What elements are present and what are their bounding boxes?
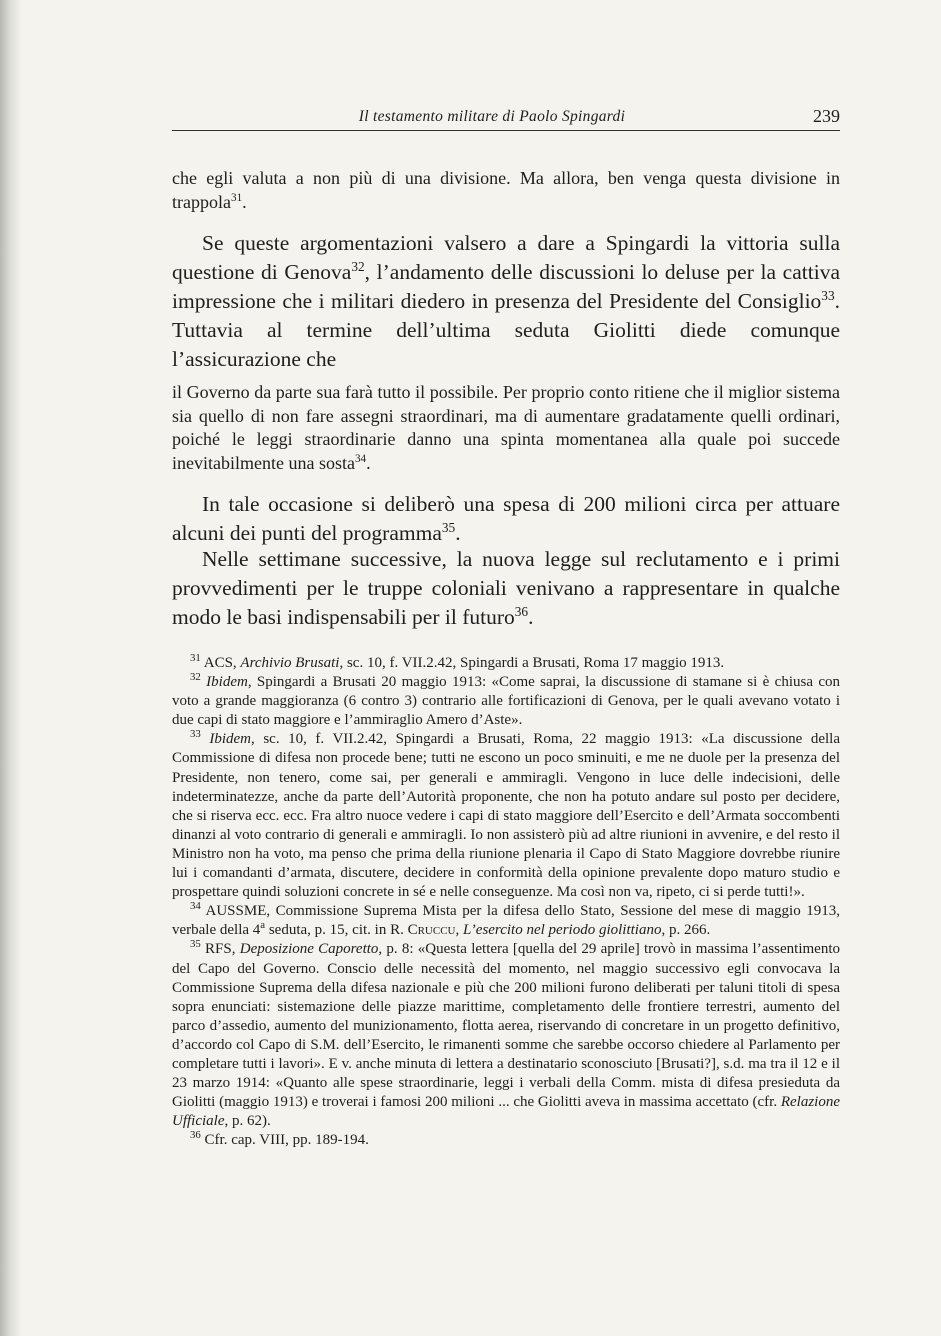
footnote-ref-32[interactable]: 32 <box>351 258 365 274</box>
footnote-ref-33[interactable]: 33 <box>821 287 835 303</box>
paragraph-genova: Se queste argomentazioni valsero a dare a Spingardi la vittoria sulla questione di Genova$^{32}$, l’andamento delle discussioni lo deluse per la cattiva impressione che i militari diedero in presenza del Presidente del Consiglio$^{33}$. Tuttavia al termine dell’ultima seduta Giolitti diede comunque l’assicurazione che <box>172 231 840 371</box>
footnote-36: $^{36}$ Cfr. cap. VIII, pp. 189-194. <box>190 1129 369 1149</box>
running-head <box>172 108 840 131</box>
footnote-ref-36[interactable]: 36 <box>514 603 529 619</box>
running-head-title: Il testamento militare di Paolo Spingardi <box>358 108 626 125</box>
footnote-ref-31[interactable]: 31 <box>230 192 243 204</box>
paragraph-continuation: che egli valuta a non più di una divisione. Ma allora, ben venga questa divisione in trappola$^{31}$. <box>172 168 840 212</box>
footnote-35: $^{35}$ RFS, Deposizione Caporetto, p. 8: «Questa lettera [quella del 29 aprile] trovò in massima l’assentimento del Capo del Governo. Conscio delle necessità del momento, nel maggio successivo egli convocava la Commissione Suprema della difesa nazionale e più che 200 milioni furono deliberati per taluni titoli di spesa sopra enunciati: sistemazione delle piazze marittime, completamento delle frontiere terrestri, aumento del parco d’assedio, aumento del munizionamento, flotta aerea, riservando di concretare in un progetto definitivo, d’accordo col Capo di S.M. dell’Esercito, le rimanenti somme che sarebbe occorso chiedere al Parlamento per completare tutti i lavori». E v. anche minuta di lettera a destinatario sconosciuto [Brusati?], s.d. ma tra il 12 e il 23 marzo 1914: «Quanto alle spese straordinarie, leggi i verbali della Comm. mista di difesa presieduta da Giolitti (maggio 1913) e troverai i famosi 200 milioni ... che Giolitti aveva in massima accettato (cfr. Relazione Ufficiale, p. 62). <box>172 938 841 1130</box>
footnote-31: $^{31}$ ACS, Archivio Brusati, sc. 10, f. VII.2.42, Spingardi a Brusati, Roma 17 maggio 1913. <box>190 652 725 671</box>
block-quote: il Governo da parte sua farà tutto il possibile. Per proprio conto ritiene che il miglior sistema sia quello di non fare assegni straordinari, ma di aumentare gradatamente quelli ordinari, poiché le leggi straordinarie danno una spinta momentanea alla quale poi succede inevitabilmente una sosta$^{34}$. <box>172 382 840 473</box>
footnote-34: $^{34}$ AUSSME, Commissione Suprema Mista per la difesa dello Stato, Sessione del mese di maggio 1913, verbale della 4$^a$ seduta, p. 15, cit. in R. Cruccu, L’esercito nel periodo giolittiano, p. 266. <box>172 900 840 939</box>
footnotes <box>172 654 840 1150</box>
page-binding-shadow <box>0 0 22 1336</box>
footnote-ref-34[interactable]: 34 <box>354 452 367 465</box>
footnote-ref-35[interactable]: 35 <box>441 519 456 535</box>
page-number: 239 <box>813 106 840 126</box>
footnote-32: $^{32}$ Ibidem, Spingardi a Brusati 20 maggio 1913: «Come saprai, la discussione di stamane si è chiusa con voto a grande maggioranza (6 contro 3) contrario alle fortificazioni di Genova, per le quali avevano votato i due capi di stato maggiore e l’ammiraglio Amero d’Aste». <box>172 671 840 729</box>
footnote-33: $^{33}$ Ibidem, sc. 10, f. VII.2.42, Spingardi a Brusati, Roma, 22 maggio 1913: «La discussione della Commissione di difesa non procede bene; tutti ne escono un poco sminuiti, e me ne duole per la presenza del Presidente, non tenero, come sai, per generali e ammiragli. Vengono in luce delle indecisioni, delle indeterminatezze, anche da parte dell’Autorità proponente, che non ha potuto andare sul posto per decidere, che si riserva ecc. ecc. Fra altro nuoce vedere i capi di stato maggiore dell’Esercito e dell’Armata soccombenti dinanzi al voto contrario di generali e ammiragli. Io non assisterò più ad altre riunioni in avvenire, e del resto il Ministro non ha voto, ma penso che prima della riunione plenaria il Capo di Stato Maggiore dovrebbe riunire lui i comandanti d’armata, discutere, decidere in conformità della opinione prevalente dopo maturo studio e prospettare quindi soluzioni concrete in sé e nelle conseguenze. Ma così non va, ripeto, ci si perde tutti!». <box>172 728 841 901</box>
paragraph-settimane: Nelle settimane successive, la nuova legge sul reclutamento e i primi provvedimenti per le truppe coloniali venivano a rappresentare in qualche modo le basi indispensabili per il futuro$^{36}$. <box>172 547 840 629</box>
paragraph-occasione: In tale occasione si deliberò una spesa di 200 milioni circa per attuare alcuni dei punti del programma$^{35}$. <box>172 492 840 545</box>
